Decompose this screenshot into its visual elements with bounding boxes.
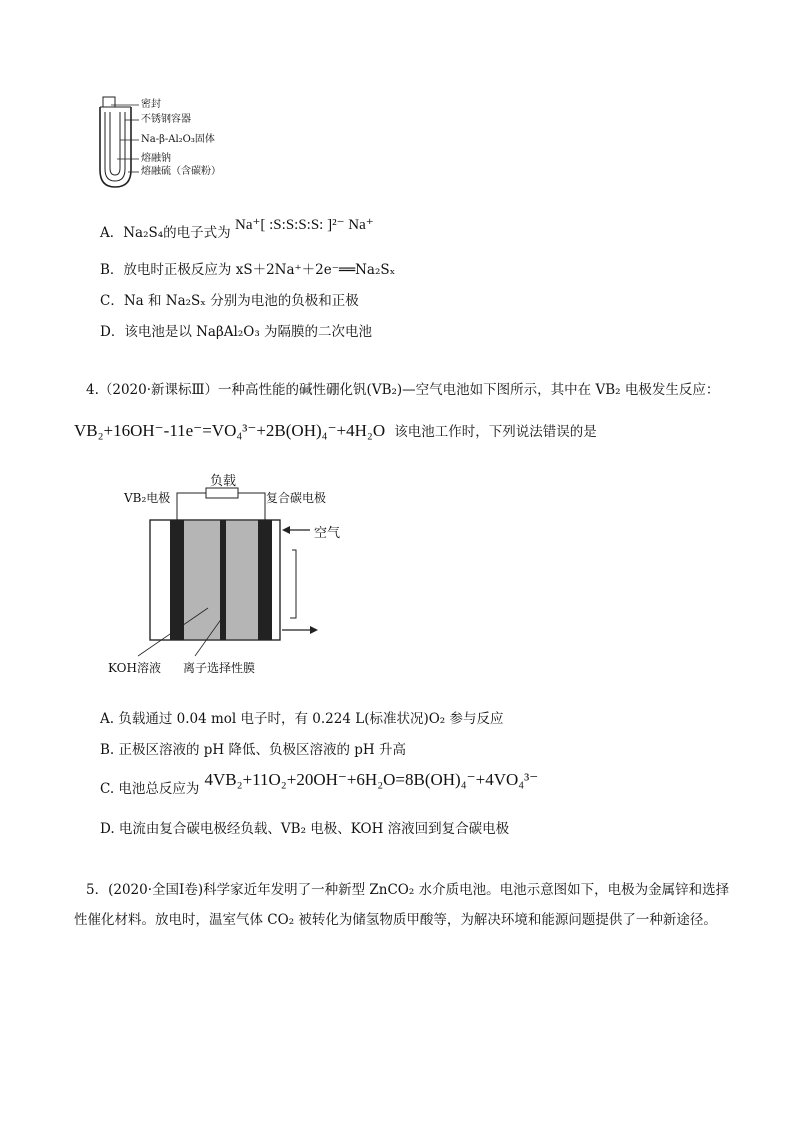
q3-option-d: D．该电池是以 NaβAl₂O₃ 为隔膜的二次电池 [100, 324, 373, 340]
label-molten-sodium: 熔融钠 [141, 153, 171, 164]
q3-option-a-text: A．Na₂S₄的电子式为 [100, 225, 231, 241]
q4-option-c [100, 770, 539, 797]
label-koh-solution: KOH溶液 [108, 661, 161, 675]
q4-option-c-text: C. 电池总反应为 [100, 781, 200, 797]
vb2-electrode-reaction: VB₂+16OH⁻-11e⁻=VO₄³⁻+2B(OH)₄⁻+4H₂O [74, 421, 386, 440]
q3-option-c: C．Na 和 Na₂Sₓ 分别为电池的负极和正极 [100, 293, 359, 309]
q4-stem-suffix: 该电池工作时，下列说法错误的是 [394, 424, 597, 440]
q3-option-b: B．放电时正极反应为 xS＋2Na⁺＋2e⁻══Na₂Sₓ [100, 262, 396, 278]
label-seal: 密封 [141, 99, 161, 110]
label-air: 空气 [314, 526, 341, 541]
label-molten-sulfur: 熔融硫（含碳粉） [141, 166, 221, 177]
na2s4-electron-formula: Na⁺[ :S:S:S:S: ]²⁻ Na⁺ [234, 217, 374, 233]
label-vb2-electrode: VB₂电极 [124, 491, 171, 505]
q5-stem-line-1: 5．(2020·全国Ⅰ卷)科学家近年发明了一种新型 ZnCO₂ 水介质电池。电池示意图如下，电极为金属锌和选择 [86, 882, 730, 898]
label-load: 负载 [210, 474, 237, 489]
q4-reaction-line [74, 421, 597, 441]
label-ion-membrane: 离子选择性膜 [183, 661, 256, 675]
q4-option-b: B. 正极区溶液的 pH 降低、负极区溶液的 pH 升高 [100, 742, 406, 758]
q5-stem-line-2: 性催化材料。放电时，温室气体 CO₂ 被转化为储氢物质甲酸等，为解决环境和能源问题提供了一种新途径。 [74, 912, 717, 928]
label-steel-container: 不锈钢容器 [141, 114, 191, 125]
q4-stem: 4.（2020·新课标Ⅲ）一种高性能的碱性硼化钒(VB₂)—空气电池如下图所示，其中在 VB₂ 电极发生反应： [86, 382, 720, 398]
q4-option-a: A. 负载通过 0.04 mol 电子时，有 0.224 L(标准状况)O₂ 参与反应 [100, 711, 504, 727]
label-carbon-electrode: 复合碳电极 [266, 491, 327, 505]
q3-option-a [100, 217, 374, 242]
total-cell-reaction: 4VB₂+11O₂+20OH⁻+6H₂O=8B(OH)₄⁻+4VO₄³⁻ [204, 770, 539, 789]
label-beta-alumina: Na-β-Al₂O₃固体 [141, 134, 215, 145]
q4-option-d: D. 电流由复合碳电极经负载、VB₂ 电极、KOH 溶液回到复合碳电极 [100, 821, 510, 837]
